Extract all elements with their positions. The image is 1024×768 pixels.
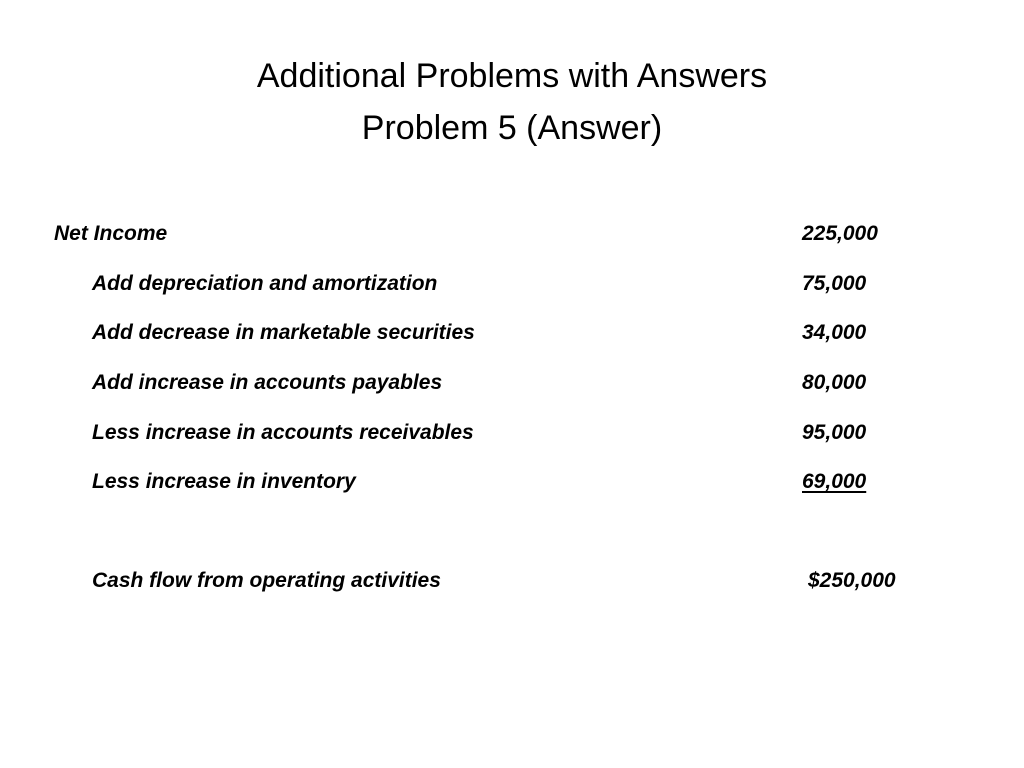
statement-row-total bbox=[0, 565, 1024, 597]
row-amount: 95,000 bbox=[802, 421, 867, 444]
statement-row-marketable-securities bbox=[0, 317, 1024, 349]
row-label: Add increase in accounts payables bbox=[92, 371, 443, 394]
row-label: Less increase in accounts receivables bbox=[92, 421, 474, 444]
statement-row-inventory bbox=[0, 466, 1024, 498]
statement-row-accounts-payables bbox=[0, 367, 1024, 399]
row-label: Add depreciation and amortization bbox=[92, 272, 438, 295]
title-line-1: Additional Problems with Answers bbox=[256, 57, 768, 95]
title-line-2: Problem 5 (Answer) bbox=[361, 109, 663, 147]
row-amount: 225,000 bbox=[802, 222, 878, 245]
total-amount: $250,000 bbox=[808, 569, 896, 592]
row-amount: 75,000 bbox=[802, 272, 867, 295]
total-label: Cash flow from operating activities bbox=[92, 569, 441, 592]
row-amount: 80,000 bbox=[802, 371, 867, 394]
row-label: Less increase in inventory bbox=[92, 470, 356, 493]
row-amount: 69,000 bbox=[802, 470, 867, 493]
statement-row-accounts-receivables bbox=[0, 417, 1024, 449]
row-label: Net Income bbox=[54, 222, 168, 245]
row-amount: 34,000 bbox=[802, 321, 867, 344]
statement-row-depreciation bbox=[0, 268, 1024, 300]
statement-row-net-income bbox=[0, 218, 1024, 250]
row-label: Add decrease in marketable securities bbox=[92, 321, 475, 344]
